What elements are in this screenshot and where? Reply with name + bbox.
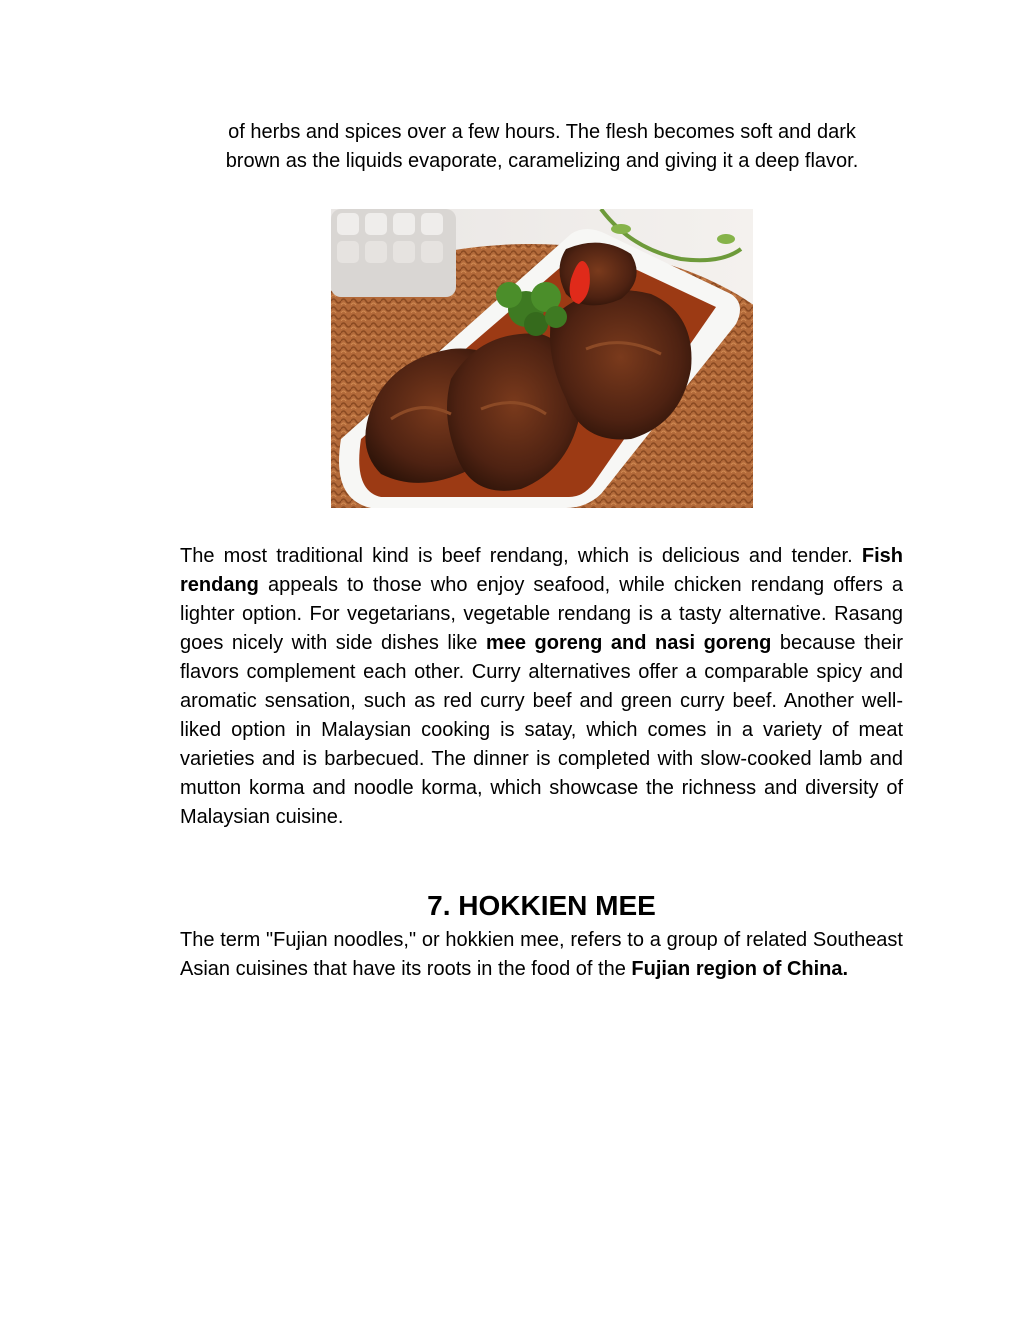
rendang-paragraph <box>180 542 903 832</box>
hokkien-text-1: The term "Fujian noodles," or hokkien mee, refers to a group of related Southeast Asian cuisines that have its roots in the food of the <box>180 929 903 980</box>
rendang-text-1: The most traditional kind is beef rendang, which is delicious and tender. <box>180 545 862 567</box>
glass-dish <box>331 209 456 297</box>
hokkien-mee-paragraph <box>180 926 903 984</box>
section-heading: 7. HOKKIEN MEE <box>427 890 656 921</box>
fujian-region-bold: Fujian region of China. <box>631 958 849 980</box>
mee-goreng-nasi-goreng-bold: mee goreng and nasi goreng <box>485 632 772 654</box>
intro-line-2: brown as the liquids evaporate, caramelizing and giving it a deep flavor. <box>225 150 859 172</box>
rendang-text-2: appeals to those who enjoy seafood, while chicken rendang offers a lighter option. For vegetarians, vegetable rendang is a tasty alternative. Rasang goes nicely with side dishes like <box>180 574 903 654</box>
rendang-text-3: because their flavors complement each other. Curry alternatives offer a comparable spicy and aromatic sensation, such as red curry beef and green curry beef. Another well-liked option in Malaysian cooking is satay, which comes in a variety of meat varieties and is barbecued. The dinner is completed with slow-cooked lamb and mutton korma and noodle korma, which showcase the richness and diversity of Malaysian cuisine. <box>180 632 904 828</box>
fish-rendang-bold: Fish rendang <box>180 545 903 596</box>
intro-line-1: of herbs and spices over a few hours. The flesh becomes soft and dark <box>228 121 856 143</box>
intro-text <box>180 118 904 176</box>
beef-rendang-photo <box>331 209 753 508</box>
